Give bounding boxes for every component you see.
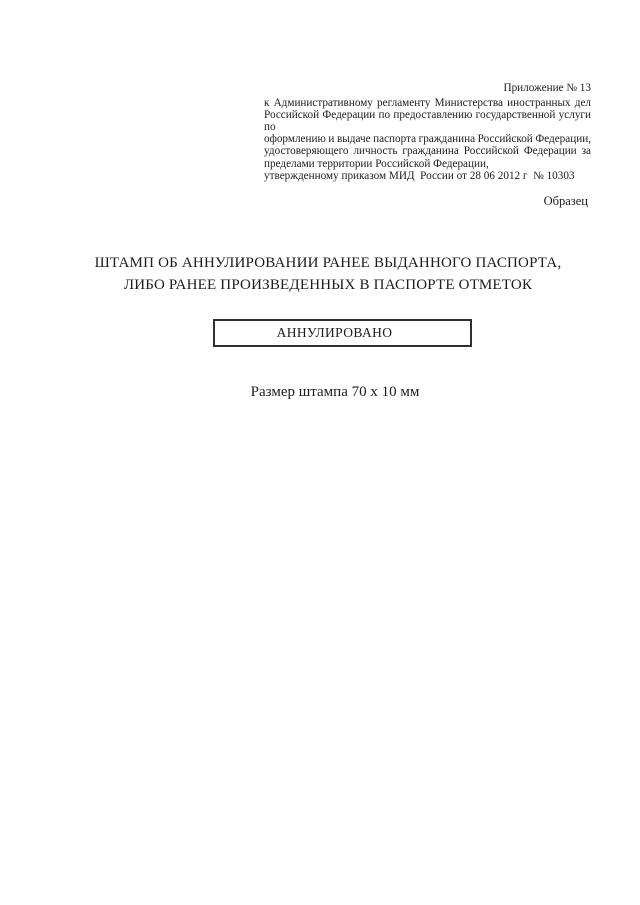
appendix-reference-block: [264, 82, 591, 182]
sample-label: Образец: [543, 194, 588, 208]
stamp-size-caption: Размер штампа 70 х 10 мм: [250, 384, 420, 400]
cancellation-stamp-box: [213, 319, 472, 347]
appendix-body-line: пределами территории Российской Федерации,: [264, 157, 489, 170]
title-line-2: ЛИБО РАНЕЕ ПРОИЗВЕДЕННЫХ В ПАСПОРТЕ ОТМЕТОК: [123, 277, 533, 293]
appendix-number: Приложение № 13: [503, 82, 591, 94]
appendix-body-line: Российской Федерации по предоставлению государственной услуги по: [264, 109, 591, 134]
appendix-body-line: удостоверяющего личность гражданина Российской Федерации за: [264, 145, 591, 158]
title-line-1: ШТАМП ОБ АННУЛИРОВАНИИ РАНЕЕ ВЫДАННОГО ПАСПОРТА,: [94, 255, 562, 271]
appendix-approval-line: утвержденному приказом МИД России от 28 06 2012 г № 10303: [264, 169, 575, 182]
appendix-body-line: к Административному регламенту Министерства иностранных дел: [264, 97, 591, 110]
stamp-label: АННУЛИРОВАНО: [276, 325, 393, 340]
document-title: [16, 252, 640, 296]
appendix-body-line: оформлению и выдаче паспорта гражданина Российской Федерации,: [264, 133, 591, 146]
